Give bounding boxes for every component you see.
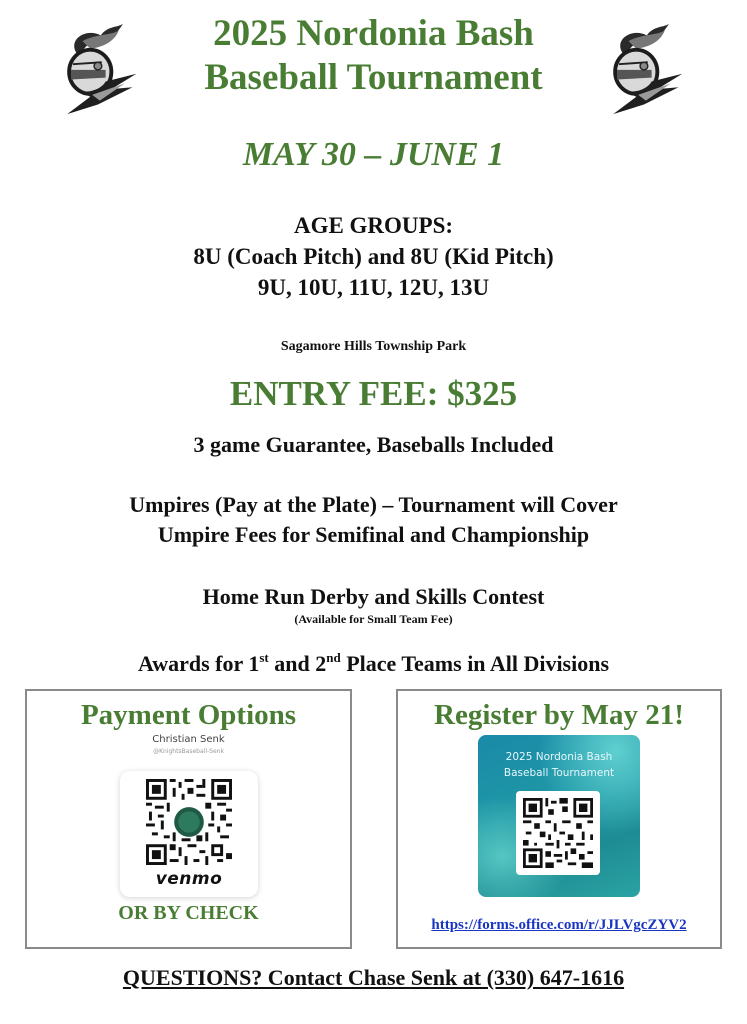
guarantee: 3 game Guarantee, Baseballs Included (193, 432, 554, 457)
title-line-1: 2025 Nordonia Bash (213, 13, 534, 54)
payment-options-title: Payment Options (80, 699, 297, 731)
venmo-account-name: Christian Senk (152, 734, 225, 745)
awards-text-3: Place Teams in All Divisions (340, 651, 610, 676)
venmo-handle: @KnightsBaseball-Senk (153, 748, 224, 755)
registration-qr-frame (516, 791, 600, 875)
venmo-qr-code[interactable] (146, 779, 232, 865)
age-groups-line-1: 8U (Coach Pitch) and 8U (Kid Pitch) (193, 244, 554, 269)
derby-note: (Available for Small Team Fee) (294, 612, 453, 626)
age-groups-heading: AGE GROUPS: (293, 213, 454, 238)
awards (0, 649, 747, 679)
derby-title: Home Run Derby and Skills Contest (202, 584, 545, 609)
umpires-info (0, 490, 747, 550)
umpires-line-2: Umpire Fees for Semifinal and Championship (157, 522, 590, 547)
registration-qr-code[interactable] (523, 798, 593, 868)
awards-text-2: and 2 (268, 651, 327, 676)
entry-fee: ENTRY FEE: $325 (229, 374, 518, 413)
registration-card-title: 2025 Nordonia Bash Baseball Tournament (503, 751, 615, 779)
awards-text-1: Awards for 1 (137, 651, 260, 676)
venmo-qr-card[interactable] (120, 771, 258, 897)
contact-info: QUESTIONS? Contact Chase Senk at (330) 647-1616 (122, 965, 625, 990)
payment-options-box (25, 689, 352, 949)
venmo-logo: venmo (155, 869, 223, 889)
age-groups-line-2: 9U, 10U, 11U, 12U, 13U (257, 275, 490, 300)
age-groups (0, 210, 747, 303)
awards-sup-2: nd (326, 650, 341, 665)
title-line-2: Baseball Tournament (204, 57, 543, 98)
register-title: Register by May 21! (434, 699, 684, 731)
page-title (0, 12, 747, 100)
or-by-check: OR BY CHECK (118, 902, 259, 924)
umpires-line-1: Umpires (Pay at the Plate) – Tournament will Cover (129, 492, 618, 517)
registration-qr-card[interactable] (478, 735, 640, 897)
registration-link[interactable]: https://forms.office.com/r/JJLVgcZYV2 (431, 917, 687, 933)
awards-sup-1: st (259, 650, 269, 665)
register-box (396, 689, 722, 949)
tournament-dates: MAY 30 – JUNE 1 (242, 136, 505, 173)
location: Sagamore Hills Township Park (280, 339, 467, 354)
